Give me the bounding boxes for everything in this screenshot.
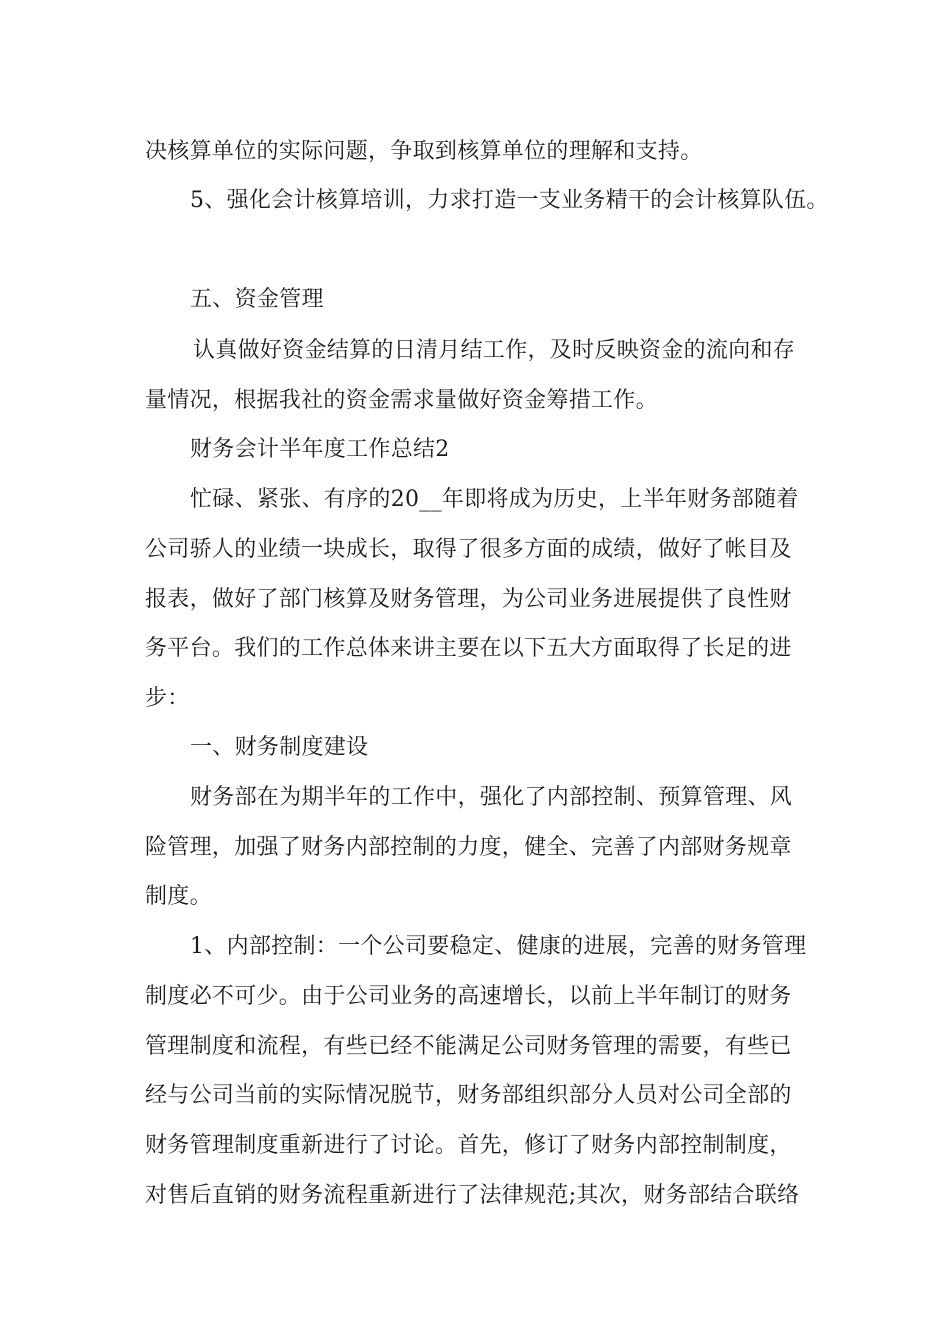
text-line: 制度必不可少。由于公司业务的高速增长，以前上半年制订的财务 [145,984,792,1009]
section-heading: 五、资金管理 [190,287,324,312]
text-line: 步： [145,686,190,711]
text-line: 制度。 [145,884,212,909]
section-heading: 一、财务制度建设 [190,735,369,760]
text-line: 报表，做好了部门核算及财务管理，为公司业务进展提供了良性财 [145,587,792,612]
text-line: 险管理，加强了财务内部控制的力度，健全、完善了内部财务规章 [145,835,792,860]
text-line: 管理制度和流程，有些已经不能满足公司财务管理的需要，有些已 [145,1034,792,1059]
text-line: 认真做好资金结算的日清月结工作，及时反映资金的流向和存 [193,338,796,363]
document-title: 财务会计半年度工作总结2 [190,437,450,462]
text-line: 决核算单位的实际问题，争取到核算单位的理解和支持。 [145,139,703,164]
text-line: 财务管理制度重新进行了讨论。首先，修订了财务内部控制制度， [145,1133,792,1158]
text-line: 量情况，根据我社的资金需求量做好资金筹措工作。 [145,388,658,413]
text-line: 对售后直销的财务流程重新进行了法律规范;其次，财务部结合联络 [145,1183,800,1208]
text-line: 财务部在为期半年的工作中，强化了内部控制、预算管理、风 [190,785,793,810]
text-line: 务平台。我们的工作总体来讲主要在以下五大方面取得了长足的进 [145,636,792,661]
text-line: 5、强化会计核算培训，力求打造一支业务精干的会计核算队伍。 [190,188,829,213]
text-line: 经与公司当前的实际情况脱节，财务部组织部分人员对公司全部的 [145,1083,792,1108]
text-line: 公司骄人的业绩一块成长，取得了很多方面的成绩，做好了帐目及 [145,537,792,562]
text-line: 忙碌、紧张、有序的20__年即将成为历史，上半年财务部随着 [190,487,799,512]
text-line: 1、内部控制：一个公司要稳定、健康的进展，完善的财务管理 [190,934,807,959]
